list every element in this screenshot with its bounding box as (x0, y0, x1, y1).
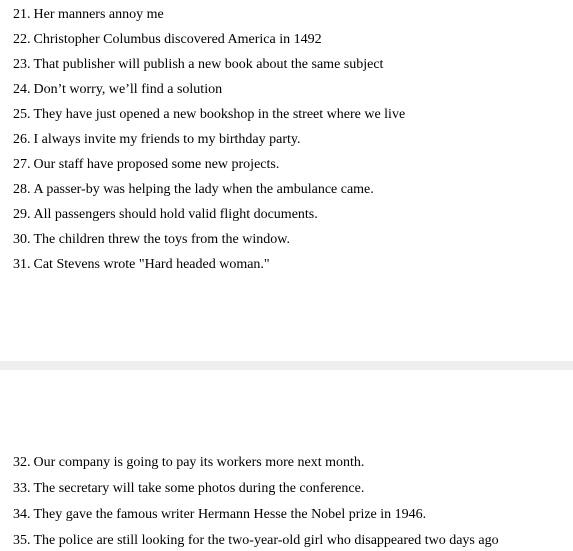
item-text: Don’t worry, we’ll find a solution (33, 82, 223, 97)
item-text: The police are still looking for the two-year-old girl who disappeared two days ago (33, 533, 499, 548)
item-text: That publisher will publish a new book about the same subject (33, 57, 384, 72)
list-item (13, 505, 426, 525)
list-item (13, 479, 364, 499)
item-number: 28. (13, 182, 31, 197)
item-text: A passer-by was helping the lady when the ambulance came. (33, 182, 374, 197)
list-item (13, 30, 322, 50)
item-number: 27. (13, 157, 31, 172)
item-number: 21. (13, 7, 31, 22)
item-text: The secretary will take some photos during the conference. (33, 481, 365, 496)
item-number: 33. (13, 481, 31, 496)
list-item (13, 205, 318, 225)
list-item (13, 80, 222, 100)
item-number: 22. (13, 32, 31, 47)
item-text: Our staff have proposed some new projects. (33, 157, 280, 172)
list-item (13, 453, 364, 473)
list-item (13, 180, 374, 200)
item-text: Our company is going to pay its workers more next month. (33, 455, 365, 470)
list-item (13, 255, 270, 275)
item-number: 30. (13, 232, 31, 247)
item-number: 29. (13, 207, 31, 222)
item-text: The children threw the toys from the window. (33, 232, 290, 247)
item-number: 32. (13, 455, 31, 470)
page-break-divider (0, 361, 573, 370)
item-text: Her manners annoy me (33, 7, 164, 22)
item-number: 34. (13, 507, 31, 522)
item-number: 23. (13, 57, 31, 72)
list-item (13, 531, 499, 551)
item-text: I always invite my friends to my birthday party. (33, 132, 301, 147)
item-text: Christopher Columbus discovered America in 1492 (33, 32, 322, 47)
item-text: Cat Stevens wrote "Hard headed woman." (33, 257, 270, 272)
document-page-bottom (0, 370, 573, 549)
list-item (13, 130, 300, 150)
item-text: They gave the famous writer Hermann Hesse the Nobel prize in 1946. (33, 507, 427, 522)
item-number: 26. (13, 132, 31, 147)
list-item (13, 155, 279, 175)
list-item (13, 5, 164, 25)
item-number: 24. (13, 82, 31, 97)
list-item (13, 230, 290, 250)
list-item (13, 105, 405, 125)
item-number: 25. (13, 107, 31, 122)
item-text: All passengers should hold valid flight documents. (33, 207, 318, 222)
item-number: 31. (13, 257, 31, 272)
item-number: 35. (13, 533, 31, 548)
item-text: They have just opened a new bookshop in the street where we live (33, 107, 406, 122)
list-item (13, 55, 383, 75)
